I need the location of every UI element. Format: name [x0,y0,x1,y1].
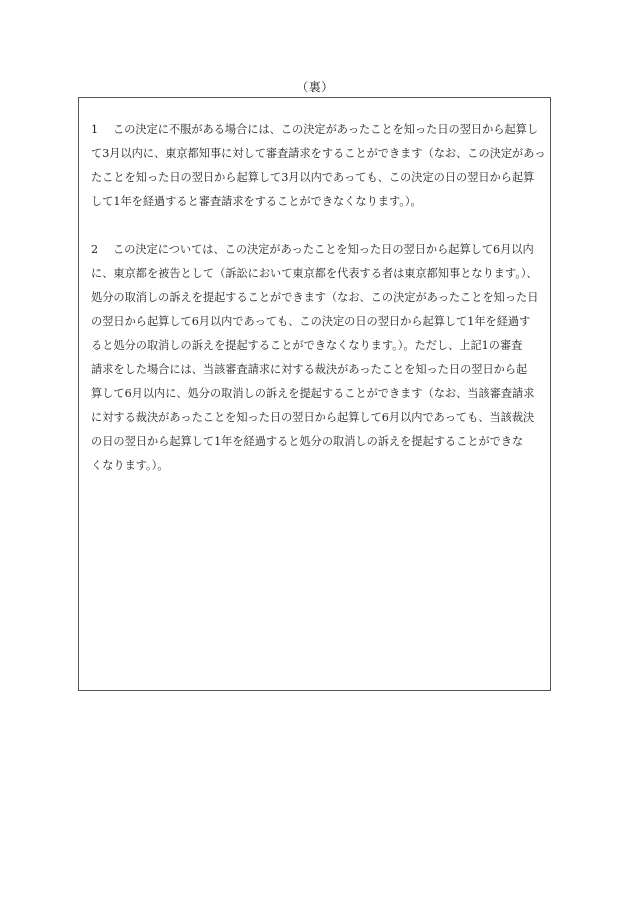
clause-line: の翌日から起算して6月以内であっても、この決定の日の翌日から起算して1年を経過す [91,315,531,328]
clause-line: て3月以内に、東京都知事に対して審査請求をすることができます（なお、この決定があっ [91,147,546,160]
clause-2 [91,238,538,478]
notice-box [78,97,551,691]
clause-line: して1年を経過すると審査請求をすることができなくなります。）。 [91,195,422,208]
clause-number: 2 [91,243,99,256]
clause-line: 算して6月以内に、処分の取消しの訴えを提起することができます（なお、当該審査請求 [91,387,535,400]
clause-line: 2 この決定については、この決定があったことを知った日の翌日から起算して6月以内 [91,238,538,262]
clause-line: 請求をした場合には、当該審査請求に対する裁決があったことを知った日の翌日から起 [91,363,528,376]
clause-line: の日の翌日から起算して1年を経過すると処分の取消しの訴えを提起することができな [91,435,524,448]
clause-line: に対する裁決があったことを知った日の翌日から起算して6月以内であっても、当該裁決 [91,411,535,424]
clause-line: くなります。）。 [91,459,169,472]
clause-line: 処分の取消しの訴えを提起することができます（なお、この決定があったことを知った日 [91,291,539,304]
clause-number: 1 [91,123,99,136]
page-title: （裏） [296,80,334,94]
clause-line: たことを知った日の翌日から起算して3月以内であっても、この決定の日の翌日から起算 [91,171,535,184]
clause-line: 1 この決定に不服がある場合には、この決定があったことを知った日の翌日から起算し [91,118,538,142]
clause-1 [91,118,546,214]
clause-line: ると処分の取消しの訴えを提起することができなくなります。）。ただし、上記1の審査 [91,339,523,352]
clause-line: に、東京都を被告として（訴訟において東京都を代表する者は東京都知事となります。）、 [91,267,538,280]
